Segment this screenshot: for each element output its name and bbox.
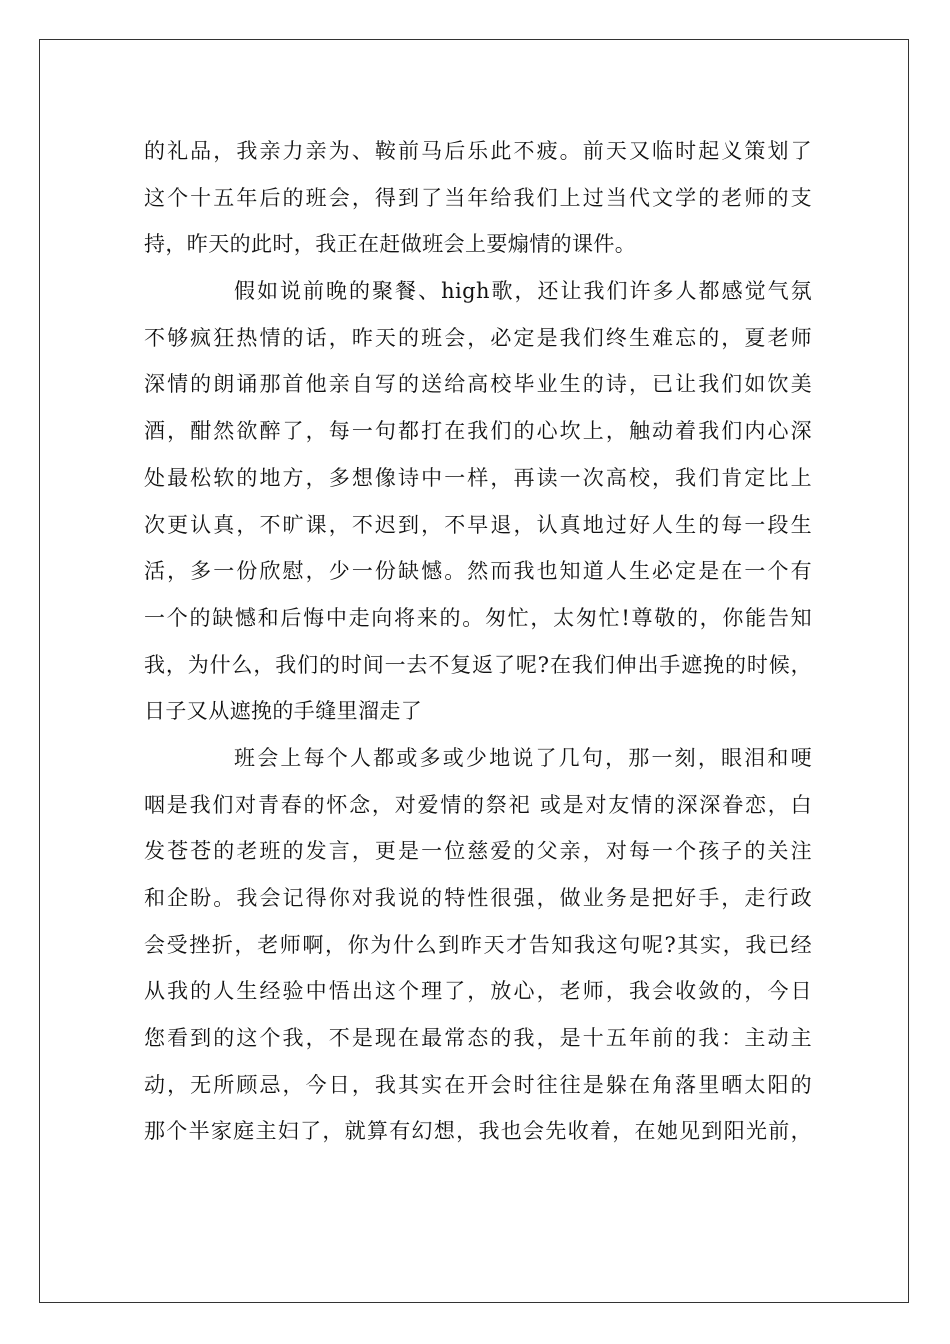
text-line: 一个的缺憾和后悔中走向将来的。匆忙，太匆忙!尊敬的，你能告知 [144, 605, 812, 630]
text-line: 酒，酣然欲醉了，每一句都打在我们的心坎上，触动着我们内心深 [144, 419, 812, 444]
text-line: 日子又从遮挽的手缝里溜走了 [144, 699, 423, 724]
document-body [144, 128, 812, 1155]
text-line: 咽是我们对青春的怀念，对爱情的祭祀 或是对友情的深深眷恋，白 [144, 792, 812, 817]
text-line: 从我的人生经验中悟出这个理了，放心，老师，我会收敛的，今日 [144, 979, 812, 1004]
text-line: 的礼品，我亲力亲为、鞍前马后乐此不疲。前天又临时起义策划了 [144, 139, 812, 163]
paragraph-2 [144, 268, 812, 735]
text-line: 我，为什么，我们的时间一去不复返了呢?在我们伸出手遮挽的时候， [144, 652, 812, 677]
text-line: 深情的朗诵那首他亲自写的送给高校毕业生的诗，已让我们如饮美 [144, 372, 812, 397]
text-line: 假如说前晚的聚餐、high歌，还让我们许多人都感觉气氛 [234, 279, 812, 304]
text-line: 活，多一份欣慰，少一份缺憾。然而我也知道人生必定是在一个有 [144, 559, 812, 584]
text-line: 发苍苍的老班的发言，更是一位慈爱的父亲，对每一个孩子的关注 [144, 839, 812, 864]
paragraph-1 [144, 128, 812, 268]
text-line: 那个半家庭主妇了，就算有幻想，我也会先收着，在她见到阳光前， [144, 1119, 812, 1144]
text-line: 不够疯狂热情的话，昨天的班会，必定是我们终生难忘的，夏老师 [144, 325, 812, 350]
text-line: 这个十五年后的班会，得到了当年给我们上过当代文学的老师的支 [144, 185, 812, 210]
paragraph-3 [144, 735, 812, 1155]
text-line: 持，昨天的此时，我正在赶做班会上要煽情的课件。 [144, 232, 637, 257]
text-line: 会受挫折，老师啊，你为什么到昨天才告知我这句呢?其实，我已经 [144, 932, 812, 957]
text-line: 班会上每个人都或多或少地说了几句，那一刻，眼泪和哽 [234, 745, 812, 770]
text-line: 处最松软的地方，多想像诗中一样，再读一次高校，我们肯定比上 [144, 465, 812, 490]
text-line: 次更认真，不旷课，不迟到，不早退，认真地过好人生的每一段生 [144, 512, 812, 537]
text-line: 动，无所顾忌，今日，我其实在开会时往往是躲在角落里晒太阳的 [144, 1072, 812, 1097]
text-line: 您看到的这个我，不是现在最常态的我，是十五年前的我：主动主 [144, 1026, 812, 1051]
text-line: 和企盼。我会记得你对我说的特性很强，做业务是把好手，走行政 [144, 886, 812, 910]
